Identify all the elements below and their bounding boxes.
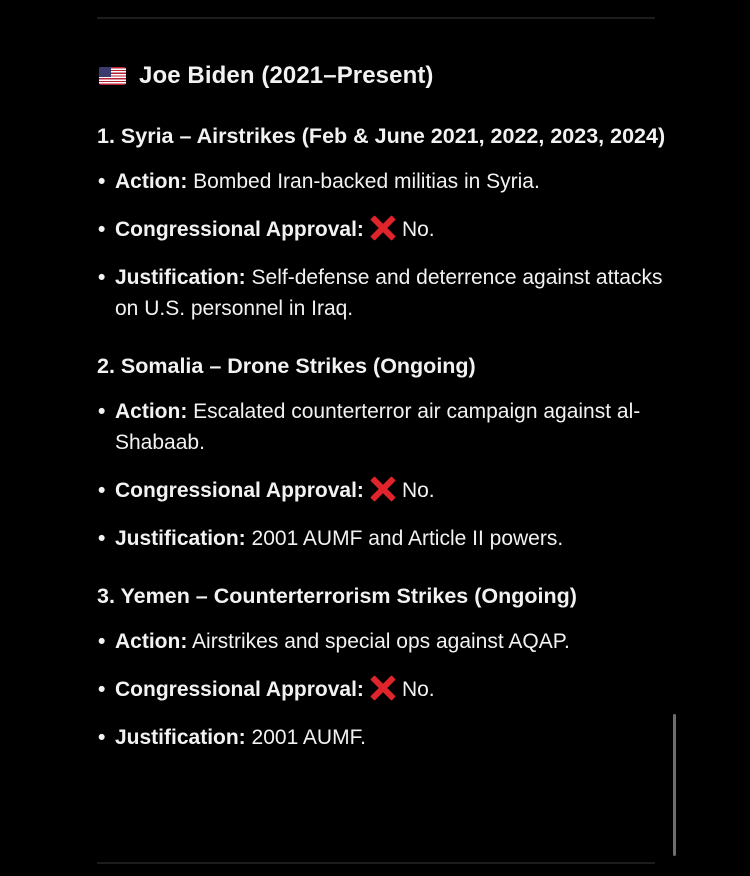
section-title: 2. Somalia – Drone Strikes (Ongoing) (97, 354, 476, 378)
list-item-action (97, 166, 667, 197)
item-label: Justification: (115, 266, 246, 289)
list-item-congressional-approval (97, 674, 667, 705)
item-text: Airstrikes and special ops against AQAP. (192, 630, 570, 653)
top-divider (97, 17, 655, 19)
section-items (97, 626, 667, 753)
item-text: Self-defense and deterrence against attacks on U.S. personnel in Iraq. (115, 266, 663, 320)
red-x-icon (370, 215, 396, 241)
scrollbar[interactable] (673, 714, 676, 856)
item-text: No. (401, 678, 435, 701)
section-somalia (97, 350, 667, 554)
bullet: • (98, 527, 106, 550)
section-yemen (97, 580, 667, 753)
bullet: • (98, 479, 106, 502)
message-content (97, 58, 667, 753)
item-text: 2001 AUMF and Article II powers. (251, 527, 564, 550)
list-item-justification (97, 262, 667, 324)
list-item-action (97, 626, 667, 657)
red-x-icon (370, 675, 396, 701)
us-flag-icon (99, 67, 126, 85)
item-label: Justification: (115, 726, 246, 749)
item-label: Action: (115, 170, 188, 193)
bullet: • (98, 630, 106, 653)
list-item-justification (97, 722, 667, 753)
item-text: No. (401, 218, 435, 241)
item-label: Congressional Approval: (115, 479, 364, 502)
section-items (97, 396, 667, 554)
item-text: Escalated counterterror air campaign against al-Shabaab. (115, 400, 641, 454)
red-x-icon (370, 476, 396, 502)
item-text: Bombed Iran-backed militias in Syria. (193, 170, 540, 193)
item-label: Justification: (115, 527, 246, 550)
list-item-congressional-approval (97, 475, 667, 506)
list-item-congressional-approval (97, 214, 667, 245)
list-item-justification (97, 523, 667, 554)
section-title: 1. Syria – Airstrikes (Feb & June 2021, 2022, 2023, 2024) (97, 124, 666, 148)
bullet: • (98, 400, 106, 423)
item-text: 2001 AUMF. (251, 726, 366, 749)
bottom-divider (97, 862, 655, 864)
item-label: Congressional Approval: (115, 678, 364, 701)
bullet: • (98, 678, 106, 701)
bullet: • (98, 726, 106, 749)
page-heading (97, 58, 667, 94)
item-text: No. (401, 479, 435, 502)
bullet: • (98, 170, 106, 193)
section-title: 3. Yemen – Counterterrorism Strikes (Ongoing) (97, 584, 577, 608)
heading-title: Joe Biden (2021–Present) (139, 62, 434, 89)
bullet: • (98, 218, 106, 241)
section-syria (97, 120, 667, 324)
list-item-action (97, 396, 667, 458)
item-label: Action: (115, 630, 188, 653)
item-label: Action: (115, 400, 188, 423)
item-label: Congressional Approval: (115, 218, 364, 241)
bullet: • (98, 266, 106, 289)
section-items (97, 166, 667, 324)
